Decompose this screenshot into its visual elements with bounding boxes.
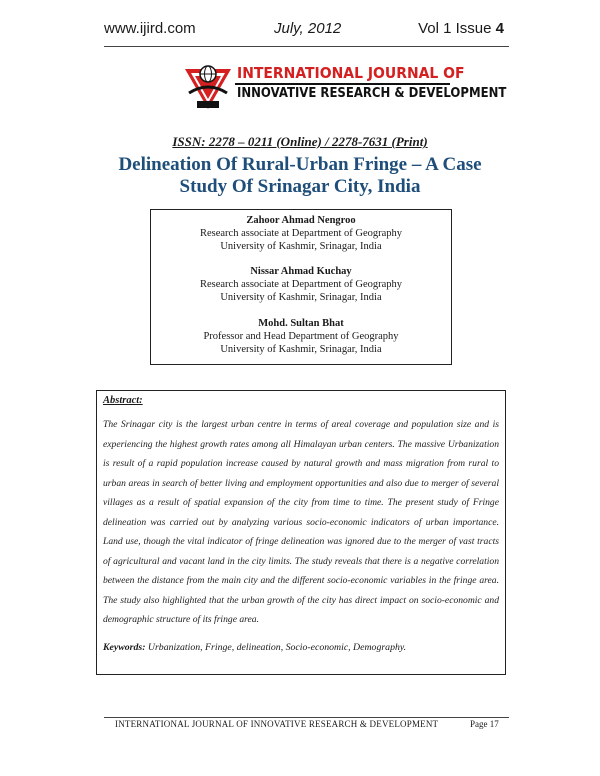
title-line-1: Delineation Of Rural-Urban Fringe – A Case (118, 154, 482, 175)
header-divider (104, 46, 509, 47)
author-university: University of Kashmir, Srinagar, India (220, 344, 382, 355)
author-affiliation: Professor and Head Department of Geography (203, 331, 399, 342)
footer-journal-name: INTERNATIONAL JOURNAL OF INNOVATIVE RESEARCH & DEVELOPMENT (115, 719, 439, 729)
keywords-list: Urbanization, Fringe, delineation, Socio-economic, Demography. (147, 642, 407, 653)
title-line-2: Study Of Srinagar City, India (179, 176, 421, 197)
paper-title (80, 154, 520, 198)
author-affiliation: Research associate at Department of Geography (199, 228, 403, 239)
keywords-label: Keywords: (103, 642, 146, 653)
abstract-body: The Srinagar city is the largest urban centre in terms of areal coverage and population size and is experiencing the highest growth rates among all Himalayan urban centers. The massive Urbanization is result of a rapid population increase caused by natural growth and mass migration from rural to urban areas in search of better living and employment opportunities and also due to merger of several villages as a result of spatial expansion of the city from time to time. The present study of Fringe delineation was carried out by analyzing various socio-economic indicators of urban importance. Land use, though the vital indicator of fringe delineation was ignored due to the merger of vast tracts of agricultural and vacant land in the city limits. The study reveals that there is a negative correlation between the distance from the main city and the different socio-economic variables in the fringe area. The study also highlighted that the urban growth of the city has direct impact on socio-economic and demographic structure of its fringe area. (103, 419, 499, 625)
author-name: Zahoor Ahmad Nengroo (246, 215, 356, 226)
authors-box (150, 209, 452, 365)
keywords (103, 642, 499, 653)
author-affiliation: Research associate at Department of Geography (199, 279, 403, 290)
author-name: Mohd. Sultan Bhat (258, 318, 344, 329)
journal-logo-text (235, 62, 507, 112)
volume-label: Vol 1 Issue (418, 20, 492, 37)
journal-emblem-icon (183, 63, 233, 113)
abstract-box (96, 390, 506, 675)
author-university: University of Kashmir, Srinagar, India (220, 241, 382, 252)
logo-line-1: INTERNATIONAL JOURNAL OF (237, 64, 465, 82)
volume-issue (418, 20, 504, 37)
logo-line-2: INNOVATIVE RESEARCH & DEVELOPMENT (237, 86, 507, 101)
journal-website: www.ijird.com (104, 20, 196, 37)
issue-number: 4 (495, 20, 504, 37)
footer-divider (104, 717, 509, 718)
page-number: Page 17 (470, 719, 499, 729)
author-block (151, 265, 451, 304)
issn-line: ISSN: 2278 – 0211 (Online) / 2278-7631 (Print) (172, 134, 428, 149)
author-block (151, 317, 451, 356)
issue-date: July, 2012 (274, 20, 342, 37)
abstract-heading: Abstract: (103, 395, 143, 406)
logo-underline (235, 83, 450, 85)
author-name: Nissar Ahmad Kuchay (250, 266, 352, 277)
author-university: University of Kashmir, Srinagar, India (220, 292, 382, 303)
page-header (104, 20, 504, 46)
author-block (151, 214, 451, 253)
